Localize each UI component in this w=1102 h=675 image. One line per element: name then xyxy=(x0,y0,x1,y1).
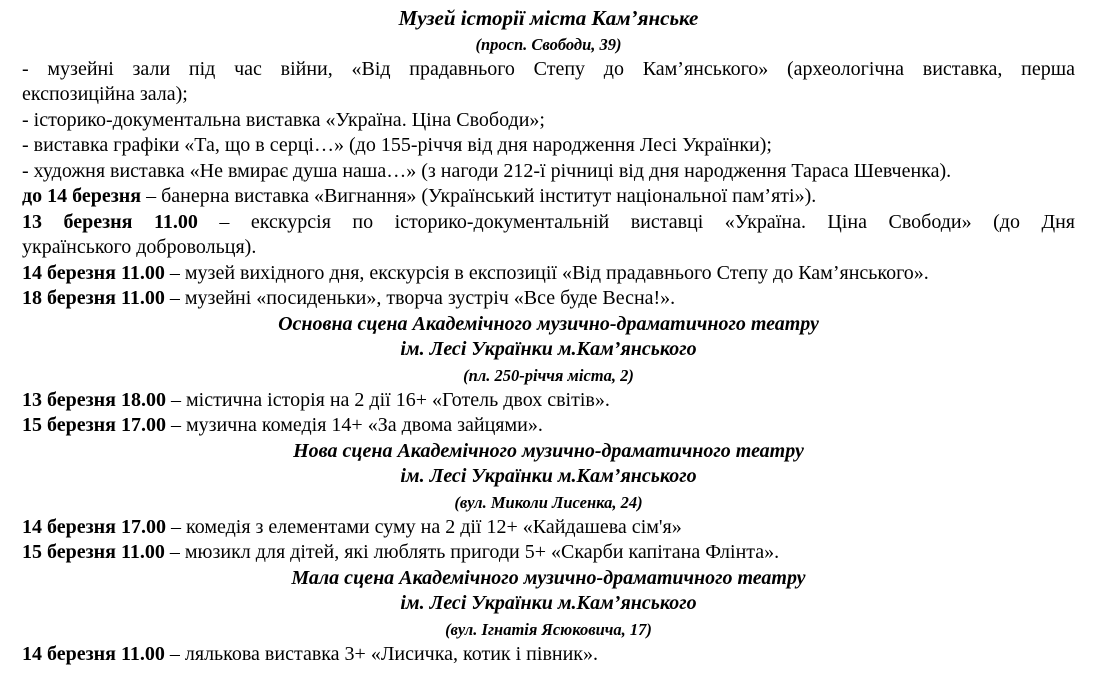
event-line xyxy=(22,388,1075,414)
event-date: 15 березня 17.00 xyxy=(22,414,166,436)
small-stage-title: Мала сцена Академічного музично-драматичного театру xyxy=(291,566,806,589)
new-stage-address: (вул. Миколи Лисенка, 24) xyxy=(454,492,643,512)
main-stage-title: Основна сцена Академічного музично-драматичного театру xyxy=(278,312,819,335)
event-text: – банерна виставка «Вигнання» (Український інститут національної пам’яті»). xyxy=(141,185,817,207)
event-line xyxy=(22,184,1075,210)
event-text: – музей вихідного дня, екскурсія в експозиції «Від прадавнього Степу до Кам’янського». xyxy=(164,261,929,284)
event-date: 18 березня 11.00 xyxy=(22,287,165,309)
event-text: – містична історія на 2 дії 16+ «Готель двох світів». xyxy=(166,388,610,411)
event-date: 14 березня 17.00 xyxy=(22,515,166,538)
museum-address: (просп. Свободи, 39) xyxy=(475,34,622,54)
event-date: 14 березня 11.00 xyxy=(22,261,165,284)
event-line xyxy=(22,261,1075,287)
museum-item: експозиційна зала); xyxy=(22,83,188,105)
main-stage-subtitle: ім. Лесі Українки м.Кам’янського xyxy=(400,338,697,360)
small-stage-address: (вул. Ігнатія Ясюковича, 17) xyxy=(445,619,652,639)
museum-item: - виставка графіки «Та, що в серці…» (до 155-річчя від дня народження Лесі Українки); xyxy=(22,134,772,156)
small-stage-subtitle: ім. Лесі Українки м.Кам’янського xyxy=(400,592,697,614)
event-date: 13 березня 18.00 xyxy=(22,388,166,411)
museum-title: Музей історії міста Кам’янське xyxy=(398,6,699,30)
event-date: 13 березня 11.00 xyxy=(22,210,198,233)
event-text: – лялькова виставка 3+ «Лисичка, котик і півник». xyxy=(164,642,599,665)
event-line xyxy=(22,210,1075,236)
event-text: – музейні «посиденьки», творча зустріч «Все буде Весна!». xyxy=(164,287,676,309)
event-line xyxy=(22,286,1075,312)
event-line xyxy=(22,540,1075,566)
event-line xyxy=(22,515,1075,541)
event-text: – екскурсія по історико-документальній виставці «Україна. Ціна Свободи» (до Дня xyxy=(197,210,1075,233)
event-date: 15 березня 11.00 xyxy=(22,541,165,563)
museum-item: - художня виставка «Не вмирає душа наша…» (з нагоди 212-ї річниці від дня народження Тараса Шевченка). xyxy=(22,159,952,182)
event-line xyxy=(22,642,1075,668)
event-line xyxy=(22,413,1075,439)
museum-item: - історико-документальна виставка «Україна. Ціна Свободи»; xyxy=(22,108,545,131)
event-date: 14 березня 11.00 xyxy=(22,642,165,665)
event-text: – музична комедія 14+ «За двома зайцями». xyxy=(166,414,543,436)
event-date: до 14 березня xyxy=(22,185,142,207)
museum-item: - музейні зали під час війни, «Від прадавнього Степу до Кам’янського» (археологічна виставка, перша xyxy=(22,57,1075,80)
event-text: – мюзикл для дітей, які люблять пригоди 5+ «Скарби капітана Флінта». xyxy=(164,541,780,563)
new-stage-title: Нова сцена Академічного музично-драматичного театру xyxy=(293,439,804,462)
event-text: – комедія з елементами суму на 2 дії 12+ «Кайдашева сім'я» xyxy=(166,515,682,538)
event-line-continuation: українського добровольця). xyxy=(22,236,257,258)
main-stage-address: (пл. 250-річчя міста, 2) xyxy=(463,365,634,385)
new-stage-subtitle: ім. Лесі Українки м.Кам’янського xyxy=(400,465,697,487)
